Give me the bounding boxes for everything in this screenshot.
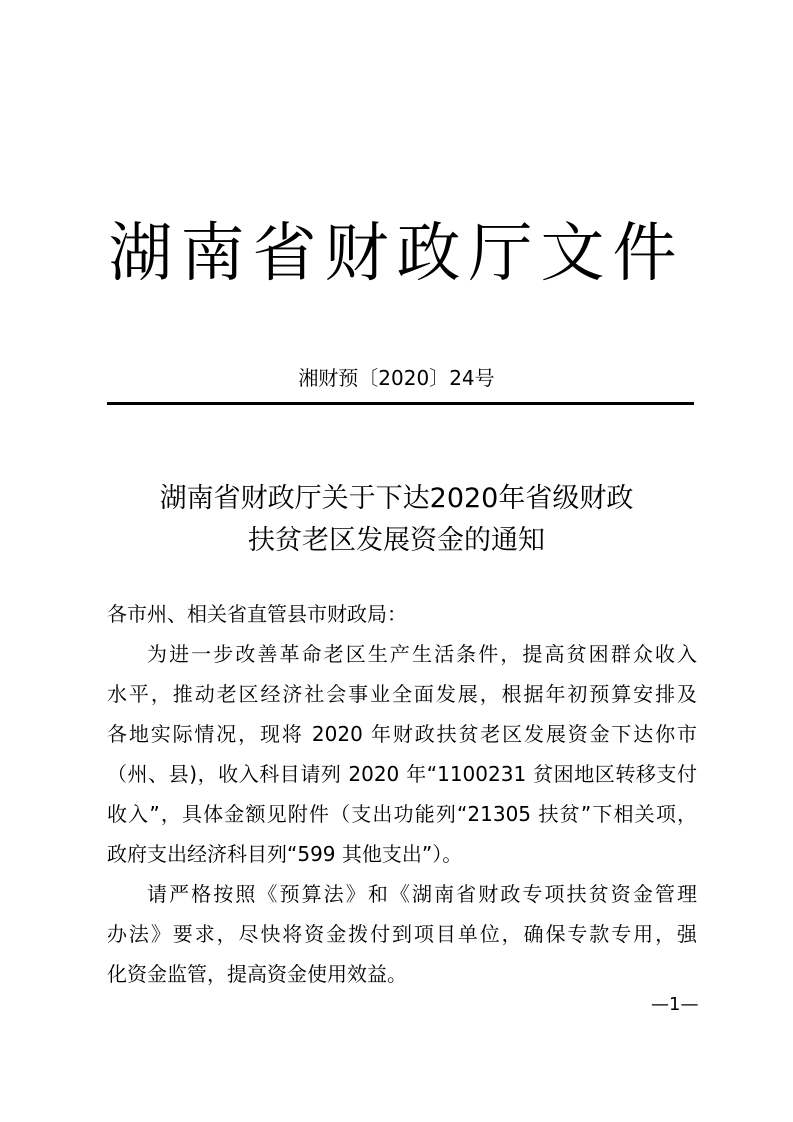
paragraph-1-line-1: 为进一步改善革命老区生产生活条件，提高贫困群众收入: [147, 642, 697, 666]
paragraph-2-line-2: 办法》要求，尽快将资金拨付到项目单位，确保专款专用，强: [107, 922, 697, 946]
notice-title-line-2: 扶贫老区发展资金的通知: [248, 525, 545, 556]
header-divider-line: [107, 402, 694, 405]
paragraph-1-line-6: 政府支出经济科目列“599 其他支出”）。: [107, 842, 463, 866]
document-number: 湘财预〔2020〕24号: [298, 366, 495, 390]
notice-title: [0, 478, 793, 562]
paragraph-1-line-4: （州、县)，收入科目请列 2020 年“1100231 贫困地区转移支付: [107, 762, 697, 786]
page-number: —1—: [651, 994, 699, 1015]
paragraph-2-line-1: 请严格按照《预算法》和《湖南省财政专项扶贫资金管理: [147, 882, 697, 906]
paragraph-1-line-2: 水平，推动老区经济社会事业全面发展，根据年初预算安排及: [107, 682, 697, 706]
notice-title-line-1: 湖南省财政厅关于下达2020年省级财政: [159, 483, 634, 514]
issuer-header-title: 湖南省财政厅文件: [108, 217, 685, 291]
notice-body: [107, 594, 697, 994]
paragraph-2-line-3: 化资金监管，提高资金使用效益。: [107, 962, 407, 986]
salutation: 各市州、相关省直管县市财政局：: [107, 602, 407, 626]
paragraph-1-line-5: 收入”，具体金额见附件（支出功能列“21305 扶贫”下相关项，: [107, 802, 697, 826]
paragraph-1-line-3: 各地实际情况，现将 2020 年财政扶贫老区发展资金下达你市: [107, 722, 697, 746]
